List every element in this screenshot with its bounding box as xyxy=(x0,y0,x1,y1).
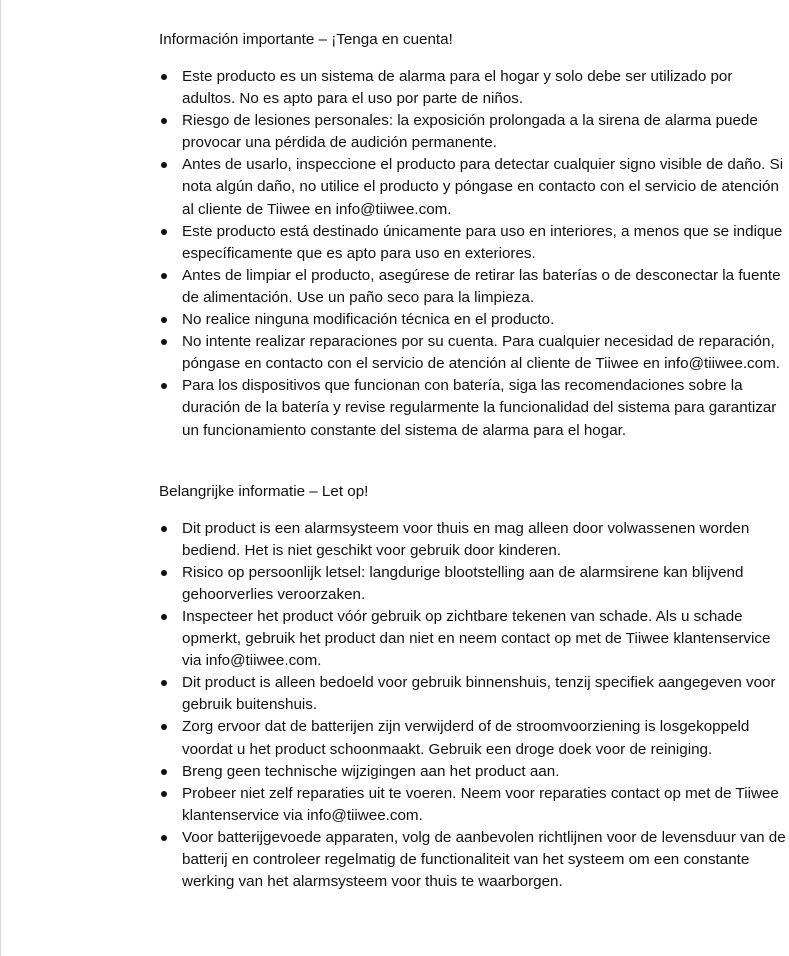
list-item xyxy=(159,606,787,672)
list-item xyxy=(159,562,787,606)
list-item-text: Probeer niet zelf reparaties uit te voeren. Neem voor reparaties contact op met de Tiiwee klantenservice via info@tiiwee.com. xyxy=(182,784,779,824)
bullet-icon xyxy=(161,229,167,235)
list-item xyxy=(159,110,787,154)
bullet-icon xyxy=(161,680,167,686)
section-spanish xyxy=(159,29,787,442)
section-title-dutch: Belangrijke informatie – Let op! xyxy=(159,482,369,500)
list-item-text: Breng geen technische wijzigingen aan het product aan. xyxy=(182,762,560,780)
list-item xyxy=(159,375,787,441)
list-item-text: No intente realizar reparaciones por su cuenta. Para cualquier necesidad de reparación, póngase en contacto con el servicio de atención al cliente de Tiiwee en info@tiiwee.com. xyxy=(182,333,780,373)
section-dutch xyxy=(159,481,787,894)
list-item xyxy=(159,716,787,760)
bullet-icon xyxy=(161,273,167,279)
bullet-icon xyxy=(161,724,167,730)
list-item-text: Voor batterijgevoede apparaten, volg de aanbevolen richtlijnen voor de levensduur van de batterij en controleer regelmatig de functionaliteit van het systeem om een constante werking van het alarmsysteem voor thuis te waarborgen. xyxy=(182,828,786,891)
bullet-icon xyxy=(161,317,167,323)
list-item-text: Para los dispositivos que funcionan con batería, siga las recomendaciones sobre la duración de la batería y revise regularmente la funcionalidad del sistema para garantizar un funcionamiento constante del sistema de alarma para el hogar. xyxy=(182,377,777,439)
list-item xyxy=(159,761,787,783)
list-item xyxy=(159,783,787,827)
list-item-text: Dit product is een alarmsysteem voor thuis en mag alleen door volwassenen worden bediend. Het is niet geschikt voor gebruik door kinderen. xyxy=(182,519,750,559)
bullet-icon xyxy=(161,339,167,345)
bullet-list-dutch xyxy=(159,518,787,894)
list-item-text: Este producto es un sistema de alarma para el hogar y solo debe ser utilizado por adultos. No es apto para el uso por parte de niños. xyxy=(182,68,733,108)
list-item xyxy=(159,154,787,220)
list-item-text: Antes de limpiar el producto, asegúrese de retirar las baterías o de desconectar la fuente de alimentación. Use un paño seco para la limpieza. xyxy=(182,266,781,306)
list-item xyxy=(159,672,787,716)
bullet-icon xyxy=(161,118,167,124)
list-item xyxy=(159,66,787,110)
list-item xyxy=(159,309,787,331)
list-item-text: Risico op persoonlijk letsel: langdurige blootstelling aan de alarmsirene kan blijvend gehoorverlies veroorzaken. xyxy=(182,563,744,603)
bullet-icon xyxy=(161,526,167,532)
page-edge-divider xyxy=(0,0,1,956)
bullet-icon xyxy=(161,791,167,797)
list-item-text: Este producto está destinado únicamente para uso en interiores, a menos que se indique específicamente que es apto para uso en exteriores. xyxy=(182,222,783,262)
bullet-list-spanish xyxy=(159,66,787,442)
bullet-icon xyxy=(161,769,167,775)
bullet-icon xyxy=(161,614,167,620)
bullet-icon xyxy=(161,835,167,841)
list-item-text: Riesgo de lesiones personales: la exposición prolongada a la sirena de alarma puede provocar una pérdida de audición permanente. xyxy=(182,112,758,152)
bullet-icon xyxy=(161,74,167,80)
section-title-spanish: Información importante – ¡Tenga en cuenta! xyxy=(159,31,453,48)
list-item-text: Inspecteer het product vóór gebruik op zichtbare tekenen van schade. Als u schade opmerkt, gebruik het product dan niet en neem contact op met de Tiiwee klantenservice via info@tiiwee.com. xyxy=(182,607,771,670)
list-item xyxy=(159,518,787,562)
list-item-text: Dit product is alleen bedoeld voor gebruik binnenshuis, tenzij specifiek aangegeven voor gebruik buitenshuis. xyxy=(182,674,776,714)
bullet-icon xyxy=(161,162,167,168)
list-item xyxy=(159,221,787,265)
list-item xyxy=(159,827,787,893)
list-item-text: No realice ninguna modificación técnica en el producto. xyxy=(182,311,555,329)
list-item-text: Antes de usarlo, inspeccione el producto para detectar cualquier signo visible de daño. Si nota algún daño, no utilice el producto y póngase en contacto con el servicio de atención al cliente de Tiiwee en info@tiiwee.com. xyxy=(182,156,784,218)
document-page xyxy=(159,29,787,893)
bullet-icon xyxy=(161,570,167,576)
bullet-icon xyxy=(161,383,167,389)
list-item xyxy=(159,265,787,309)
list-item-text: Zorg ervoor dat de batterijen zijn verwijderd of de stroomvoorziening is losgekoppeld voordat u het product schoonmaakt. Gebruik een droge doek voor de reiniging. xyxy=(182,718,750,758)
list-item xyxy=(159,331,787,375)
